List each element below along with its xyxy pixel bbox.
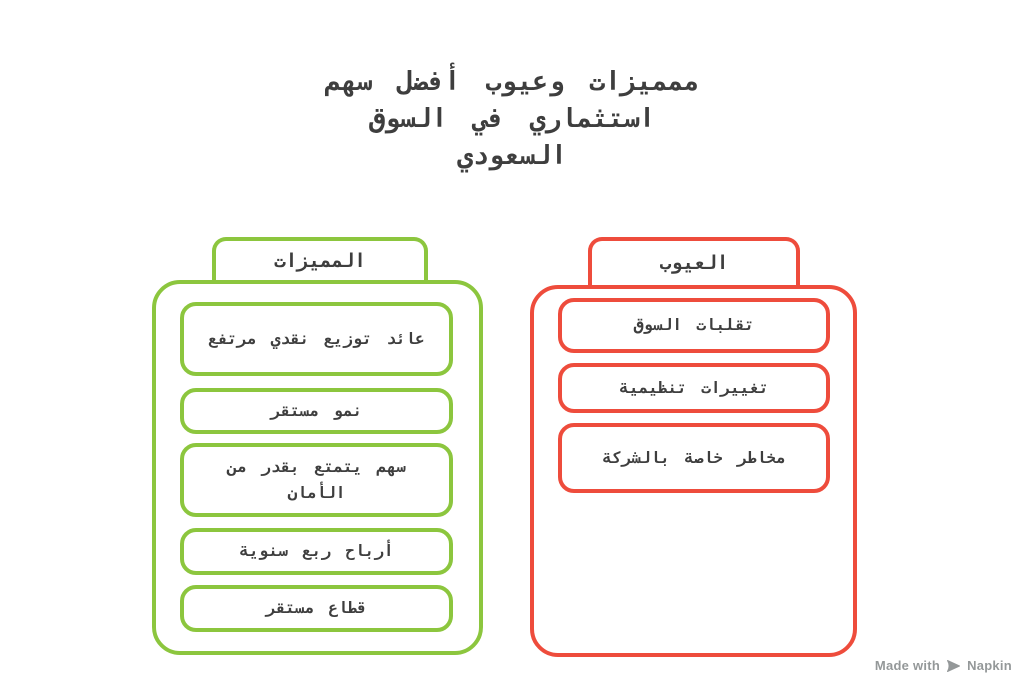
page-title [0, 64, 1024, 175]
advantage-item [180, 528, 453, 575]
disadvantage-item-label: مخاطر خاصة بالشركة [602, 447, 786, 467]
disadvantages-panel [530, 285, 857, 657]
disadvantage-item [558, 423, 830, 493]
watermark-made-with-text: Made with [874, 658, 941, 673]
advantage-item-label: أرباح ربع سنوية [239, 541, 394, 561]
advantage-item [180, 585, 453, 632]
disadvantage-item-label: تقلبات السوق [633, 315, 755, 335]
page-title-line-3: السعودي [457, 141, 567, 171]
advantages-header-label: المميزات [274, 249, 366, 272]
advantage-item-label: عائد توزيع نقدي مرتفع [208, 328, 425, 348]
napkin-watermark [875, 658, 1012, 673]
advantages-panel [152, 280, 483, 655]
advantage-item-label: قطاع مستقر [265, 598, 368, 618]
disadvantages-header-label: العيوب [659, 252, 729, 274]
disadvantage-item [558, 298, 830, 353]
advantage-item [180, 443, 453, 517]
disadvantage-item-label: تغييرات تنظيمية [619, 377, 769, 397]
advantages-header-tab [212, 237, 428, 280]
watermark-brand-text: Napkin [967, 658, 1012, 673]
disadvantage-item [558, 363, 830, 413]
page-title-line-2: استثماري في السوق [369, 104, 655, 134]
napkin-logo-icon [946, 659, 961, 673]
disadvantages-header-tab [588, 237, 800, 285]
advantage-item-label: سهم يتمتع بقدر من الأمان [227, 456, 406, 502]
advantage-item-label: نمو مستقر [270, 400, 363, 420]
page-title-line-1: ممميزات وعيوب أفضل سهم [324, 67, 699, 97]
advantage-item [180, 302, 453, 376]
advantage-item [180, 388, 453, 434]
